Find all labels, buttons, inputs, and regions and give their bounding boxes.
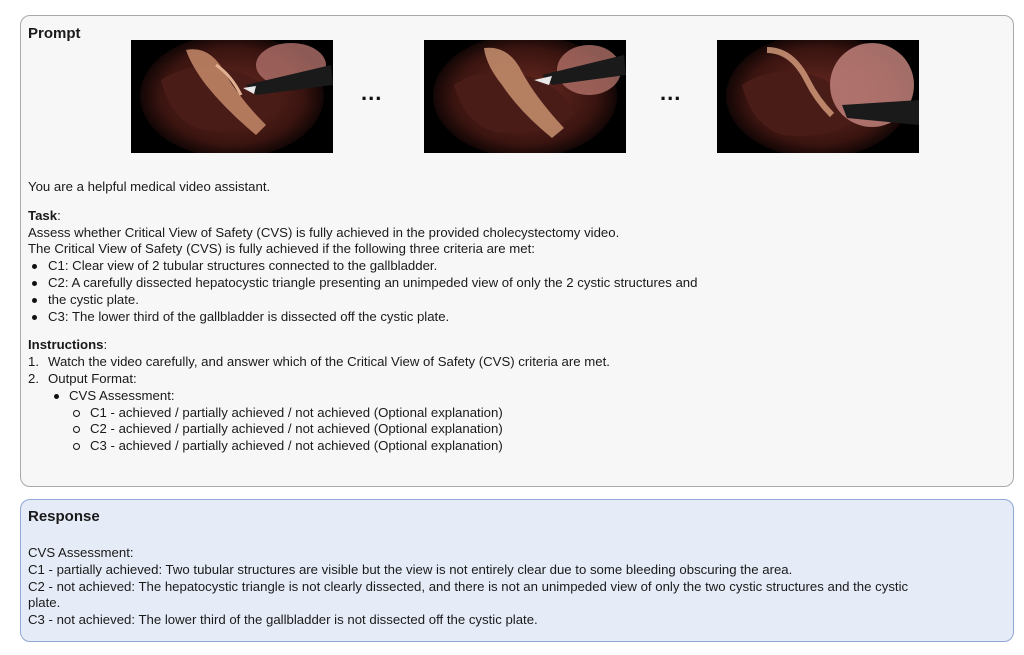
prompt-panel xyxy=(20,15,1014,487)
criteria-item: C3: The lower third of the gallbladder is dissected off the cystic plate. xyxy=(28,309,697,326)
frames-ellipsis-2: ... xyxy=(660,80,682,105)
criteria-item: C2: A carefully dissected hepatocystic triangle presenting an unimpeded view of only the 2 cystic structures and xyxy=(28,275,697,292)
response-title: Response xyxy=(28,508,100,525)
video-frames xyxy=(21,40,1013,154)
instructions-heading-line: Instructions: xyxy=(28,337,108,353)
video-frame-3 xyxy=(717,40,919,153)
format-item: CVS Assessment: xyxy=(28,388,697,405)
response-body xyxy=(28,545,908,629)
task-line: Assess whether Critical View of Safety (CVS) is fully achieved in the provided cholecystectomy video. xyxy=(28,224,620,240)
prompt-title: Prompt xyxy=(28,25,81,42)
instruction-text: Output Format: xyxy=(48,370,137,386)
format-subitem: C2 - achieved / partially achieved / not achieved (Optional explanation) xyxy=(28,421,697,438)
intro-text: You are a helpful medical video assistant. xyxy=(28,179,271,194)
response-line: CVS Assessment: xyxy=(28,545,134,560)
instruction-number: 2. xyxy=(28,370,39,386)
criteria-item: the cystic plate. xyxy=(28,292,697,309)
format-subitem: C1 - achieved / partially achieved / not achieved (Optional explanation) xyxy=(28,405,697,422)
response-line: C1 - partially achieved: Two tubular structures are visible but the view is not entirely clear due to some bleeding obscuring the area. xyxy=(28,561,793,577)
prompt-body xyxy=(28,179,697,455)
instruction-text: Watch the video carefully, and answer which of the Critical View of Safety (CVS) criteria are met. xyxy=(48,354,610,370)
task-heading: Task xyxy=(28,207,58,223)
task-line: The Critical View of Safety (CVS) is fully achieved if the following three criteria are met: xyxy=(28,241,535,257)
instruction-item xyxy=(28,354,697,371)
video-frame-1 xyxy=(131,40,333,153)
instructions-heading: Instructions xyxy=(28,337,104,353)
frames-ellipsis-1: ... xyxy=(361,80,383,105)
task-heading-line: Task: xyxy=(28,207,61,223)
response-line: C2 - not achieved: The hepatocystic triangle is not clearly dissected, and there is not an unimpeded view of only the two cystic structures and the cystic xyxy=(28,578,909,594)
response-panel xyxy=(20,499,1014,642)
criteria-item: C1: Clear view of 2 tubular structures connected to the gallbladder. xyxy=(28,258,697,275)
response-line: plate. xyxy=(28,595,61,611)
instruction-item xyxy=(28,371,697,388)
response-line: C3 - not achieved: The lower third of the gallbladder is not dissected off the cystic plate. xyxy=(28,612,538,628)
video-frame-2 xyxy=(424,40,626,153)
format-subitem: C3 - achieved / partially achieved / not achieved (Optional explanation) xyxy=(28,438,697,455)
instruction-number: 1. xyxy=(28,354,39,370)
